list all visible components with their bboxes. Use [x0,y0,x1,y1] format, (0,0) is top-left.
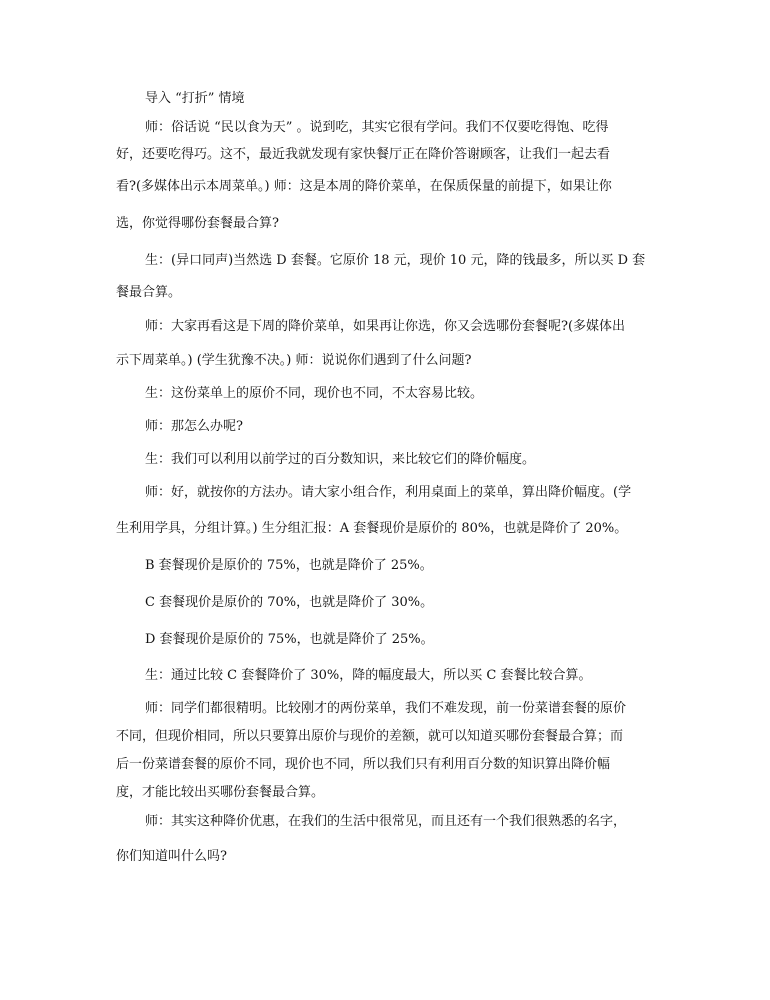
paragraph-line: 师：好，就按你的方法办。请大家小组合作，利用桌面上的菜单，算出降价幅度。(学 [145,485,632,500]
paragraph-line: 不同，但现价相同，所以只要算出原价与现价的差额，就可以知道买哪份套餐最合算；而 [116,729,624,744]
paragraph-line: 生：这份菜单上的原价不同，现价也不同，不太容易比较。 [145,386,484,401]
paragraph-line: 看?(多媒体出示本周菜单。) 师：这是本周的降价菜单，在保质保量的前提下，如果让你 [116,179,612,194]
paragraph-line: D 套餐现价是原价的 75%，也就是降价了 25%。 [145,632,434,647]
paragraph-line: 师：其实这种降价优惠，在我们的生活中很常见，而且还有一个我们很熟悉的名字， [145,814,627,829]
paragraph-line: 后一份菜谱套餐的原价不同，现价也不同，所以我们只有利用百分数的知识算出降价幅 [116,757,611,772]
paragraph-line: 选，你觉得哪份套餐最合算? [116,216,279,231]
paragraph-line: 生：(异口同声)当然选 D 套餐。它原价 18 元，现价 10 元，降的钱最多，所以买 D 套 [145,253,646,268]
paragraph-line: 师：大家再看这是下周的降价菜单，如果再让你选，你又会选哪份套餐呢?(多媒体出 [145,319,626,334]
paragraph-line: 示下周菜单。) (学生犹豫不决。) 师：说说你们遇到了什么问题? [116,353,472,368]
paragraph-line: 度，才能比较出买哪份套餐最合算。 [116,785,325,800]
paragraph-line: 生：我们可以利用以前学过的百分数知识，来比较它们的降价幅度。 [145,452,536,467]
paragraph-line: B 套餐现价是原价的 75%，也就是降价了 25%。 [145,558,433,573]
paragraph-line: C 套餐现价是原价的 70%，也就是降价了 30%。 [145,595,434,610]
paragraph-line: 餐最合算。 [116,285,182,300]
paragraph-line: 你们知道叫什么吗? [116,849,227,864]
paragraph-line: 师：那怎么办呢? [145,419,243,434]
paragraph-line: 生：通过比较 C 套餐降价了 30%，降的幅度最大，所以买 C 套餐比较合算。 [145,668,592,683]
paragraph-line: 好，还要吃得巧。这不，最近我就发现有家快餐厅正在降价答谢顾客，让我们一起去看 [116,147,611,162]
section-heading: 导入 “打折” 情境 [145,91,245,106]
paragraph-line: 师：同学们都很精明。比较刚才的两份菜单，我们不难发现，前一份菜谱套餐的原价 [145,701,627,716]
paragraph-line: 生利用学具，分组计算。) 生分组汇报：A 套餐现价是原价的 80%，也就是降价了 20%。 [116,521,628,536]
paragraph-line: 师：俗话说 “民以食为天” 。说到吃，其实它很有学问。我们不仅要吃得饱、吃得 [145,120,609,135]
